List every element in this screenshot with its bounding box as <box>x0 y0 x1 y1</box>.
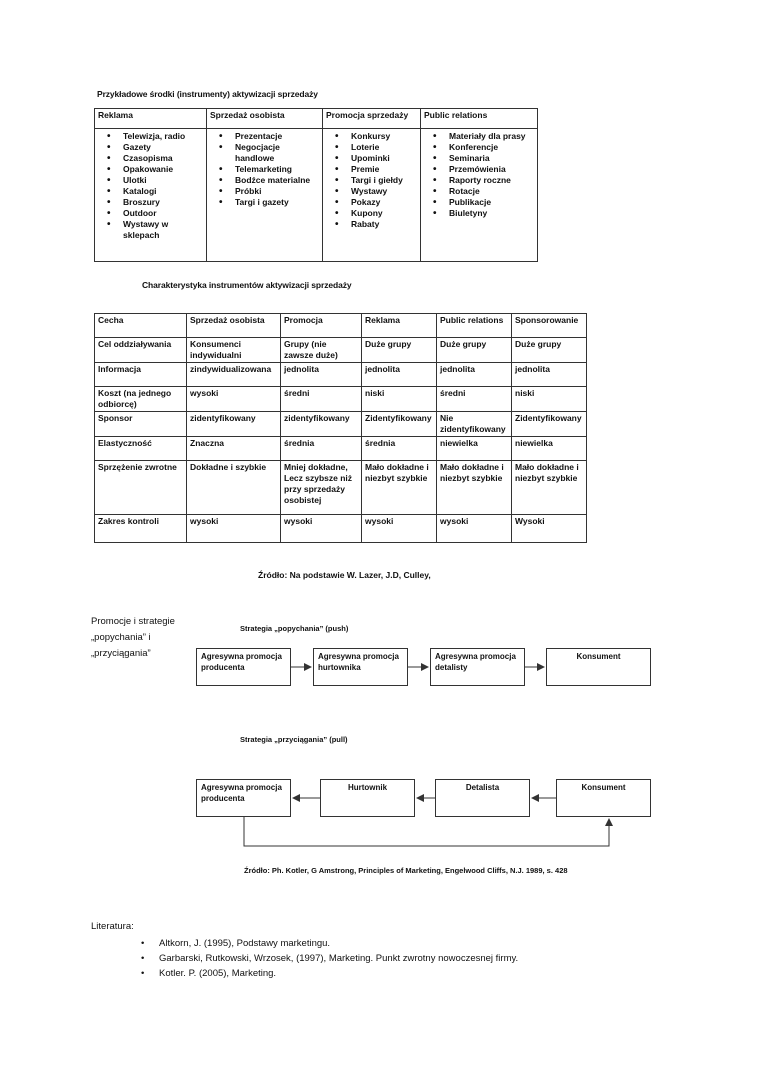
list-item: • Ulotki <box>123 175 204 186</box>
list-item: • Pokazy <box>351 197 418 208</box>
list-item: • Bodźce materialne <box>235 175 320 186</box>
push-box-producer: Agresywna promocja producenta <box>196 648 291 686</box>
table-cell: średnia <box>281 437 362 461</box>
push-box-retailer: Agresywna promocja detalisty <box>430 648 525 686</box>
table-cell: jednolita <box>512 363 587 387</box>
table-cell: Mało dokładne i niezbyt szybkie <box>362 461 437 515</box>
push-box-wholesaler: Agresywna promocja hurtownika <box>313 648 408 686</box>
list-item: • Raporty roczne <box>449 175 535 186</box>
table-cell: wysoki <box>187 515 281 543</box>
table-cell: jednolita <box>281 363 362 387</box>
table-cell: Konsumenci indywidualni <box>187 338 281 363</box>
pull-box-wholesaler: Hurtownik <box>320 779 415 817</box>
table-header-cell: Promocja sprzedaży <box>323 109 421 129</box>
table-cell: Cel oddziaływania <box>95 338 187 363</box>
table-cell: wysoki <box>362 515 437 543</box>
pull-box-retailer: Detalista <box>435 779 530 817</box>
list-item: • Wystawy w sklepach <box>123 219 204 241</box>
table-cell: średni <box>281 387 362 412</box>
table-cell: Wysoki <box>512 515 587 543</box>
diagram-source: Źródło: Ph. Kotler, G Amstrong, Principles of Marketing, Engelwood Cliffs, N.J. 1989, s. 428 <box>244 866 568 875</box>
table-header-cell: Public relations <box>421 109 538 129</box>
table-cell: Dokładne i szybkie <box>187 461 281 515</box>
list-item: • Rabaty <box>351 219 418 230</box>
pull-feedback-arrow <box>244 817 609 846</box>
list-item: • Kupony <box>351 208 418 219</box>
literature-item: • Kotler. P. (2005), Marketing. <box>91 966 518 981</box>
table-cell: Elastyczność <box>95 437 187 461</box>
table-cell: Mało dokładne i niezbyt szybkie <box>512 461 587 515</box>
table-cell: Informacja <box>95 363 187 387</box>
table-cell: Sprzężenie zwrotne <box>95 461 187 515</box>
table-cell: wysoki <box>437 515 512 543</box>
table-cell: Duże grupy <box>362 338 437 363</box>
list-item: • Targi i giełdy <box>351 175 418 186</box>
list-item: • Prezentacje <box>235 131 320 142</box>
table-cell: Zakres kontroli <box>95 515 187 543</box>
list-item: • Przemówienia <box>449 164 535 175</box>
table-cell: Duże grupy <box>437 338 512 363</box>
table-header-cell: Cecha <box>95 314 187 338</box>
table-cell: Zidentyfikowany <box>362 412 437 437</box>
list-item: • Katalogi <box>123 186 204 197</box>
table-cell: zindywidualizowana <box>187 363 281 387</box>
list-item: • Loterie <box>351 142 418 153</box>
list-item: • Seminaria <box>449 153 535 164</box>
list-item: • Upominki <box>351 153 418 164</box>
list-item: • Outdoor <box>123 208 204 219</box>
list-item: • Telemarketing <box>235 164 320 175</box>
table2-title: Charakterystyka instrumentów aktywizacji sprzedaży <box>142 280 352 290</box>
table-cell: wysoki <box>281 515 362 543</box>
table-cell: Mniej dokładne, Lecz szybsze niż przy sprzedaży osobistej <box>281 461 362 515</box>
table2-source: Źródło: Na podstawie W. Lazer, J.D, Culley, <box>258 570 431 580</box>
table-header-cell: Sponsorowanie <box>512 314 587 338</box>
table-cell: Znaczna <box>187 437 281 461</box>
table-cell: niewielka <box>437 437 512 461</box>
table-cell: Zidentyfikowany <box>512 412 587 437</box>
list-item: • Negocjacje handlowe <box>235 142 320 164</box>
list-item: • Biuletyny <box>449 208 535 219</box>
table-cell: Sponsor <box>95 412 187 437</box>
list-item: • Targi i gazety <box>235 197 320 208</box>
table-cell: średni <box>437 387 512 412</box>
list-item: • Opakowanie <box>123 164 204 175</box>
push-box-consumer: Konsument <box>546 648 651 686</box>
push-strategy-title: Strategia „popychania” (push) <box>240 624 349 633</box>
table-cell: niski <box>362 387 437 412</box>
table-header-cell: Sprzedaż osobista <box>187 314 281 338</box>
pull-box-producer: Agresywna promocja producenta <box>196 779 291 817</box>
table-cell: zidentyfikowany <box>187 412 281 437</box>
section-label: Promocje i strategie „popychania” i „przyciągania” <box>91 616 175 659</box>
table-header-cell: Public relations <box>437 314 512 338</box>
list-item: • Konferencje <box>449 142 535 153</box>
list-item: • Wystawy <box>351 186 418 197</box>
list-item: • Rotacje <box>449 186 535 197</box>
literature-list <box>91 936 518 981</box>
table-header-cell: Reklama <box>362 314 437 338</box>
table-cell: niewielka <box>512 437 587 461</box>
table-cell: Koszt (na jednego odbiorcę) <box>95 387 187 412</box>
literature-item: • Garbarski, Rutkowski, Wrzosek, (1997), Marketing. Punkt zwrotny nowoczesnej firmy. <box>91 951 518 966</box>
table-cell: średnia <box>362 437 437 461</box>
table-header-cell: Promocja <box>281 314 362 338</box>
literature-item: • Altkorn, J. (1995), Podstawy marketingu. <box>91 936 518 951</box>
table-cell: Grupy (nie zawsze duże) <box>281 338 362 363</box>
pull-box-consumer: Konsument <box>556 779 651 817</box>
list-item: • Materiały dla prasy <box>449 131 535 142</box>
list-item: • Czasopisma <box>123 153 204 164</box>
list-item: • Telewizja, radio <box>123 131 204 142</box>
table-cell: jednolita <box>437 363 512 387</box>
table-cell: niski <box>512 387 587 412</box>
list-item: • Premie <box>351 164 418 175</box>
table-header-cell: Sprzedaż osobista <box>207 109 323 129</box>
literature-title: Literatura: <box>91 921 134 932</box>
pull-strategy-title: Strategia „przyciągania” (pull) <box>240 735 348 744</box>
table-header-cell: Reklama <box>95 109 207 129</box>
list-item: • Konkursy <box>351 131 418 142</box>
list-item: • Próbki <box>235 186 320 197</box>
table-cell: Nie zidentyfikowany <box>437 412 512 437</box>
list-item: • Gazety <box>123 142 204 153</box>
table-cell: Duże grupy <box>512 338 587 363</box>
table-cell: zidentyfikowany <box>281 412 362 437</box>
table-cell: wysoki <box>187 387 281 412</box>
table-cell: jednolita <box>362 363 437 387</box>
table1-title: Przykładowe środki (instrumenty) aktywizacji sprzedaży <box>97 89 318 99</box>
list-item: • Publikacje <box>449 197 535 208</box>
list-item: • Broszury <box>123 197 204 208</box>
table-cell: Mało dokładne i niezbyt szybkie <box>437 461 512 515</box>
